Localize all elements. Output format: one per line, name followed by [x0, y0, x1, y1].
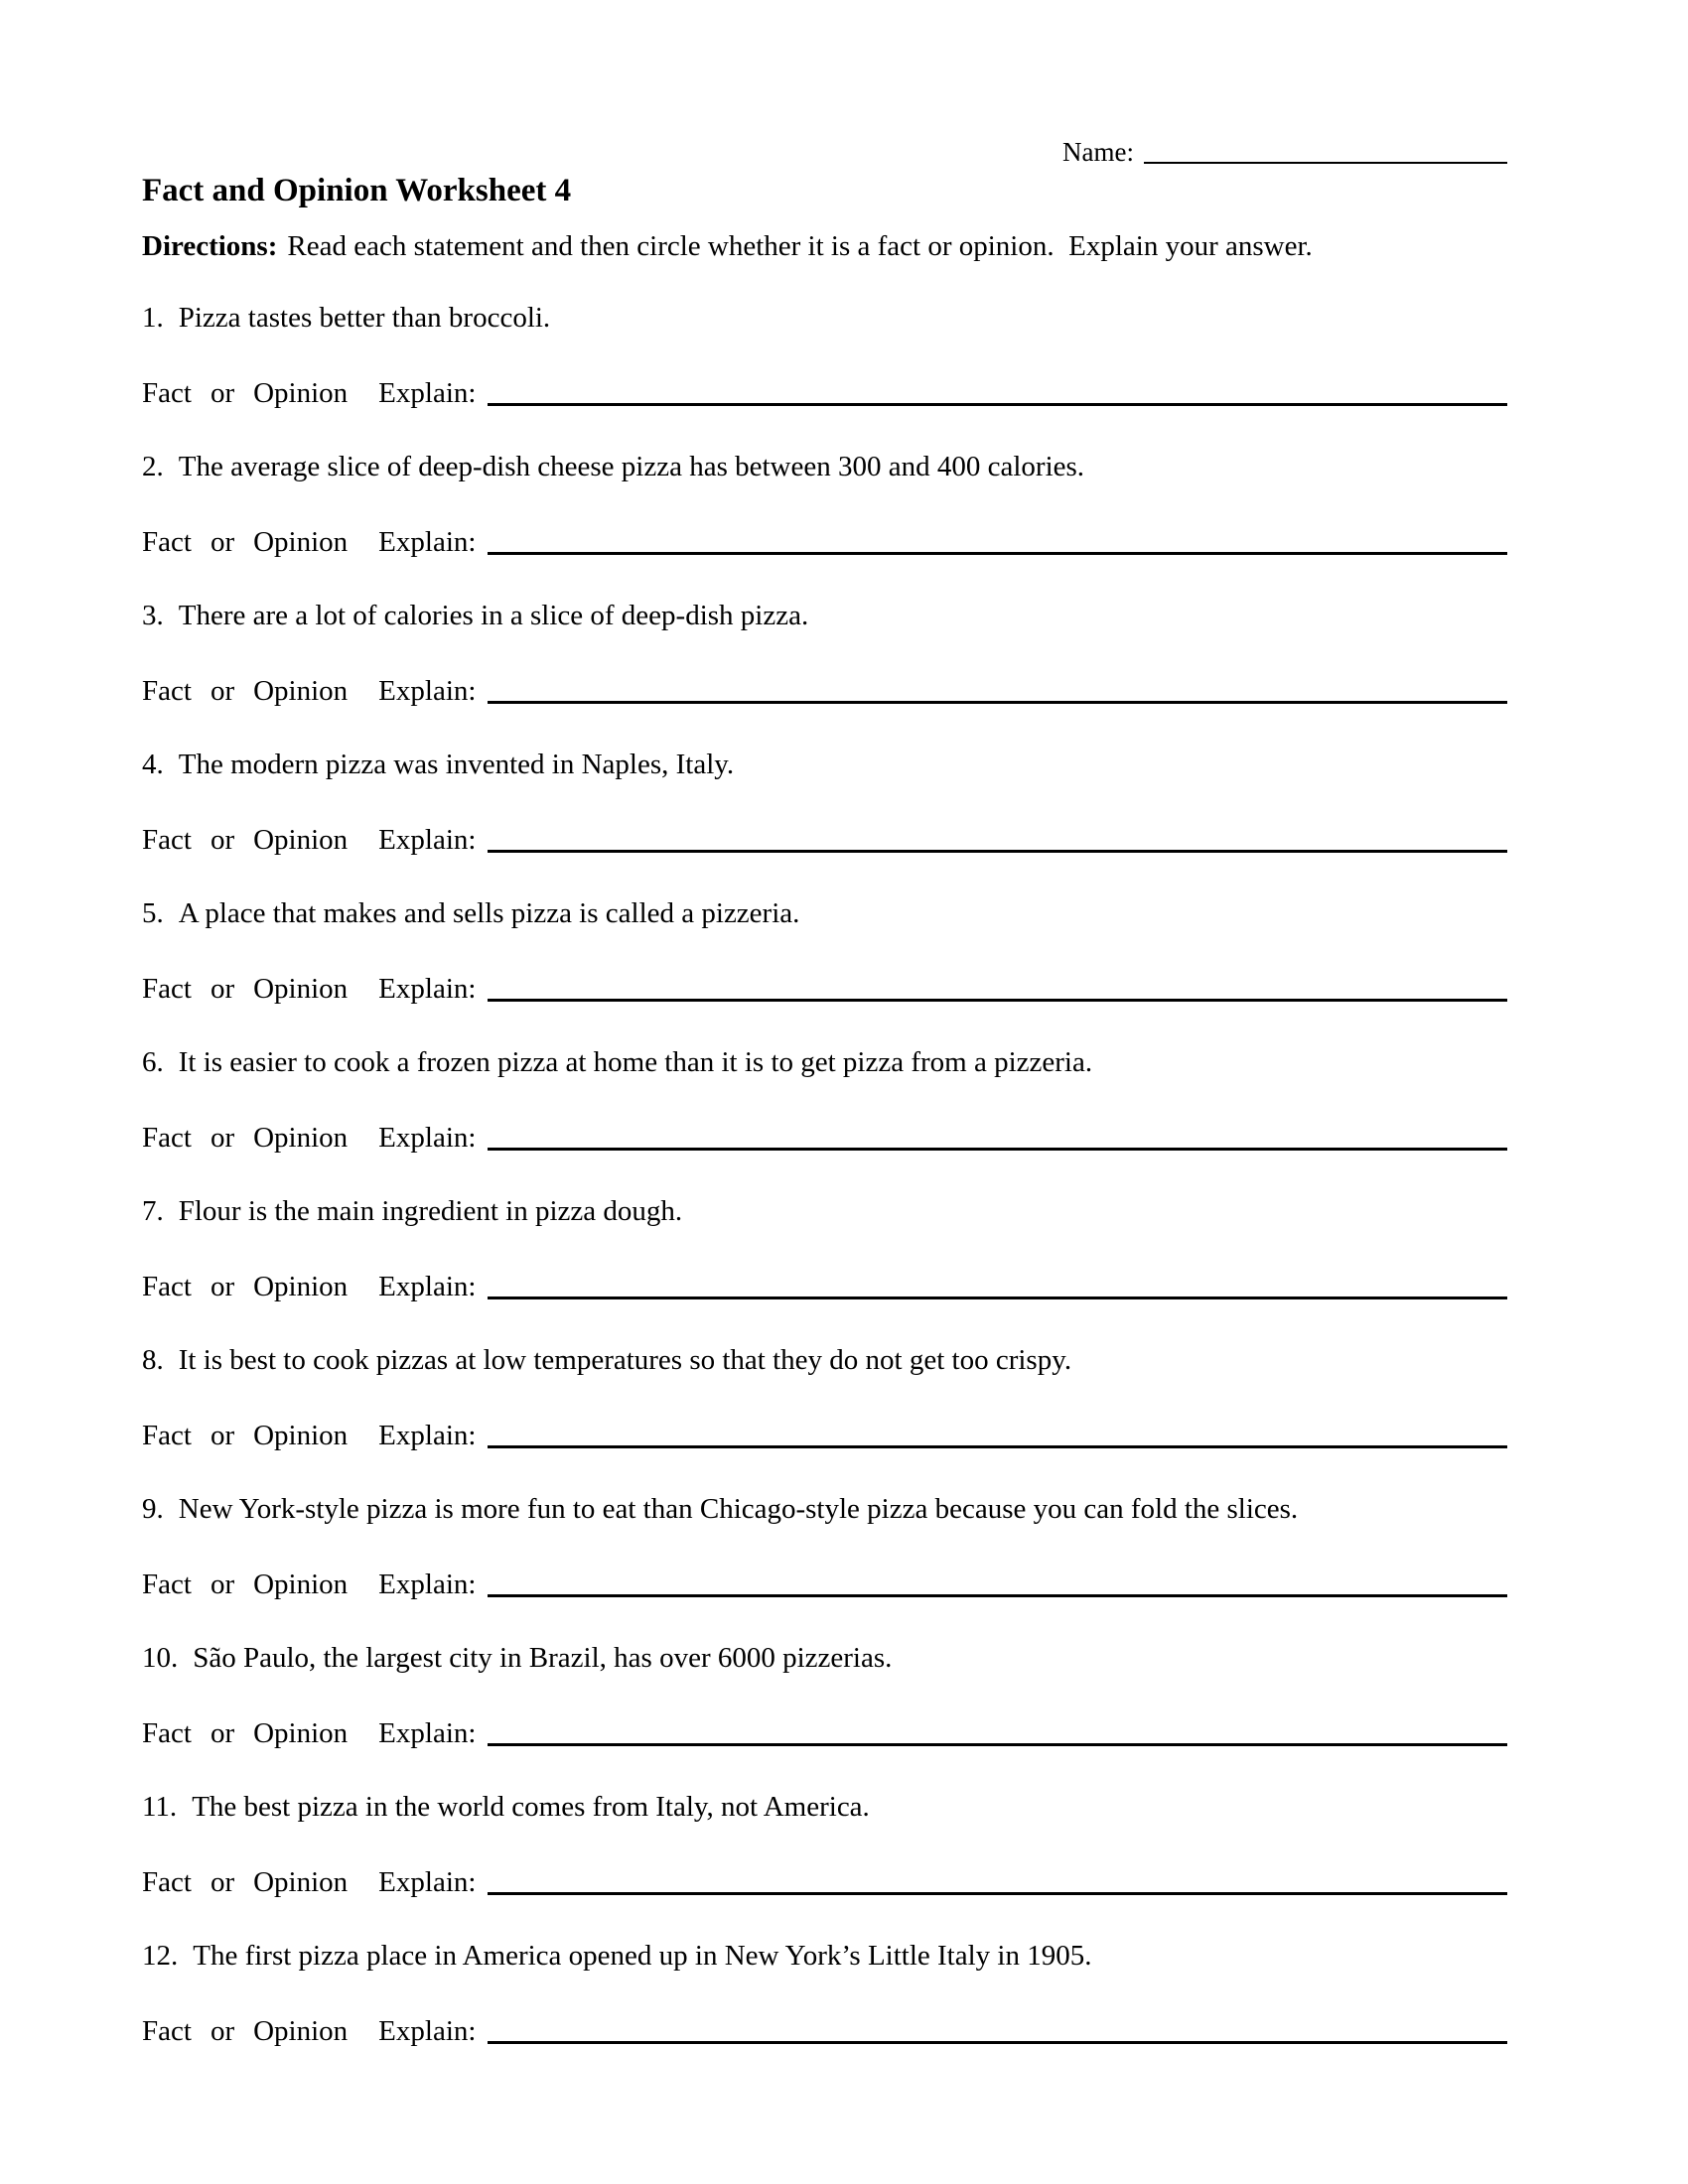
statement-number: 5. [142, 897, 164, 929]
statement-text: The modern pizza was invented in Naples, Italy. [178, 749, 735, 780]
opinion-option[interactable]: Opinion [253, 2015, 349, 2047]
or-label: or [210, 377, 235, 409]
statement-text: Flour is the main ingredient in pizza dough. [178, 1195, 683, 1227]
worksheet-item-2 [142, 449, 1507, 560]
or-label: or [210, 526, 235, 558]
worksheet-content [142, 171, 1507, 2087]
opinion-option[interactable]: Opinion [253, 824, 349, 856]
statement [142, 449, 1507, 484]
statement-text: The first pizza place in America opened up in New York’s Little Italy in 1905. [193, 1940, 1092, 1972]
answer-row [142, 1269, 1507, 1304]
explain-label: Explain: [378, 1866, 477, 1898]
explain-label: Explain: [378, 824, 477, 856]
statement [142, 300, 1507, 336]
worksheet-item-8 [142, 1342, 1507, 1453]
statement [142, 895, 1507, 931]
fact-option[interactable]: Fact [142, 1122, 192, 1154]
worksheet-item-4 [142, 747, 1507, 858]
statement-number: 1. [142, 302, 164, 334]
explain-label: Explain: [378, 377, 477, 409]
directions-text: Read each statement and then circle whether it is a fact or opinion. Explain your answer. [287, 230, 1313, 262]
answer-row [142, 2013, 1507, 2049]
statement [142, 747, 1507, 782]
statement-number: 2. [142, 451, 164, 482]
statement [142, 1342, 1507, 1378]
explain-label: Explain: [378, 2015, 477, 2047]
fact-option[interactable]: Fact [142, 1866, 192, 1898]
statement [142, 1491, 1507, 1527]
opinion-option[interactable]: Opinion [253, 1122, 349, 1154]
opinion-option[interactable]: Opinion [253, 1271, 349, 1302]
explain-label: Explain: [378, 1420, 477, 1451]
name-write-line[interactable] [1144, 161, 1507, 164]
opinion-option[interactable]: Opinion [253, 973, 349, 1005]
statement-number: 12. [142, 1940, 179, 1972]
worksheet-item-3 [142, 598, 1507, 709]
opinion-option[interactable]: Opinion [253, 526, 349, 558]
explain-write-line[interactable] [488, 1296, 1507, 1299]
explain-label: Explain: [378, 973, 477, 1005]
statement [142, 1938, 1507, 1974]
or-label: or [210, 675, 235, 707]
or-label: or [210, 824, 235, 856]
explain-label: Explain: [378, 1271, 477, 1302]
fact-option[interactable]: Fact [142, 824, 192, 856]
explain-write-line[interactable] [488, 700, 1507, 704]
or-label: or [210, 2015, 235, 2047]
statement-text: The average slice of deep-dish cheese pizza has between 300 and 400 calories. [178, 451, 1085, 482]
fact-option[interactable]: Fact [142, 1717, 192, 1749]
directions [142, 228, 1507, 264]
statement-number: 11. [142, 1791, 178, 1823]
worksheet-item-6 [142, 1044, 1507, 1156]
fact-option[interactable]: Fact [142, 1569, 192, 1600]
answer-row [142, 375, 1507, 411]
explain-write-line[interactable] [488, 1593, 1507, 1597]
statement [142, 1193, 1507, 1229]
answer-row [142, 524, 1507, 560]
statement-text: It is easier to cook a frozen pizza at home than it is to get pizza from a pizzeria. [178, 1046, 1093, 1078]
statement [142, 1044, 1507, 1080]
explain-label: Explain: [378, 1717, 477, 1749]
explain-write-line[interactable] [488, 1742, 1507, 1746]
answer-row [142, 1120, 1507, 1156]
or-label: or [210, 1122, 235, 1154]
worksheet-item-9 [142, 1491, 1507, 1602]
statement-text: The best pizza in the world comes from Italy, not America. [192, 1791, 870, 1823]
explain-write-line[interactable] [488, 998, 1507, 1002]
or-label: or [210, 973, 235, 1005]
explain-write-line[interactable] [488, 402, 1507, 406]
answer-row [142, 822, 1507, 858]
statement [142, 1789, 1507, 1825]
fact-option[interactable]: Fact [142, 675, 192, 707]
explain-label: Explain: [378, 1122, 477, 1154]
statement-number: 10. [142, 1642, 179, 1674]
or-label: or [210, 1569, 235, 1600]
answer-row [142, 1715, 1507, 1751]
explain-write-line[interactable] [488, 2040, 1507, 2044]
opinion-option[interactable]: Opinion [253, 377, 349, 409]
opinion-option[interactable]: Opinion [253, 1866, 349, 1898]
fact-option[interactable]: Fact [142, 973, 192, 1005]
statement-number: 6. [142, 1046, 164, 1078]
statement-text: A place that makes and sells pizza is called a pizzeria. [178, 897, 800, 929]
explain-label: Explain: [378, 526, 477, 558]
explain-write-line[interactable] [488, 849, 1507, 853]
explain-label: Explain: [378, 675, 477, 707]
statement-number: 3. [142, 600, 164, 631]
statement [142, 598, 1507, 633]
fact-option[interactable]: Fact [142, 1271, 192, 1302]
answer-row [142, 673, 1507, 709]
explain-write-line[interactable] [488, 551, 1507, 555]
or-label: or [210, 1420, 235, 1451]
opinion-option[interactable]: Opinion [253, 675, 349, 707]
explain-write-line[interactable] [488, 1147, 1507, 1151]
answer-row [142, 971, 1507, 1007]
page-title: Fact and Opinion Worksheet 4 [142, 173, 572, 208]
answer-row [142, 1567, 1507, 1602]
answer-row [142, 1418, 1507, 1453]
fact-option[interactable]: Fact [142, 526, 192, 558]
explain-label: Explain: [378, 1569, 477, 1600]
worksheet-item-11 [142, 1789, 1507, 1900]
statement [142, 1640, 1507, 1676]
statement-text: São Paulo, the largest city in Brazil, has over 6000 pizzerias. [193, 1642, 893, 1674]
statement-text: There are a lot of calories in a slice of deep-dish pizza. [178, 600, 809, 631]
fact-option[interactable]: Fact [142, 1420, 192, 1451]
worksheet-item-10 [142, 1640, 1507, 1751]
worksheet-item-12 [142, 1938, 1507, 2049]
worksheet-item-5 [142, 895, 1507, 1007]
name-row [1062, 137, 1507, 168]
fact-option[interactable]: Fact [142, 2015, 192, 2047]
statement-number: 4. [142, 749, 164, 780]
statement-number: 8. [142, 1344, 164, 1376]
or-label: or [210, 1271, 235, 1302]
opinion-option[interactable]: Opinion [253, 1569, 349, 1600]
explain-write-line[interactable] [488, 1444, 1507, 1448]
fact-option[interactable]: Fact [142, 377, 192, 409]
statement-text: New York-style pizza is more fun to eat than Chicago-style pizza because you can fold the slices. [178, 1493, 1299, 1525]
opinion-option[interactable]: Opinion [253, 1420, 349, 1451]
explain-write-line[interactable] [488, 1891, 1507, 1895]
statement-number: 7. [142, 1195, 164, 1227]
statement-text: Pizza tastes better than broccoli. [178, 302, 551, 334]
worksheet-item-7 [142, 1193, 1507, 1304]
directions-label: Directions: [142, 230, 278, 262]
opinion-option[interactable]: Opinion [253, 1717, 349, 1749]
name-label: Name: [1062, 137, 1134, 167]
statement-number: 9. [142, 1493, 164, 1525]
or-label: or [210, 1866, 235, 1898]
or-label: or [210, 1717, 235, 1749]
answer-row [142, 1864, 1507, 1900]
statement-text: It is best to cook pizzas at low temperatures so that they do not get too crispy. [178, 1344, 1072, 1376]
worksheet-item-1 [142, 300, 1507, 411]
